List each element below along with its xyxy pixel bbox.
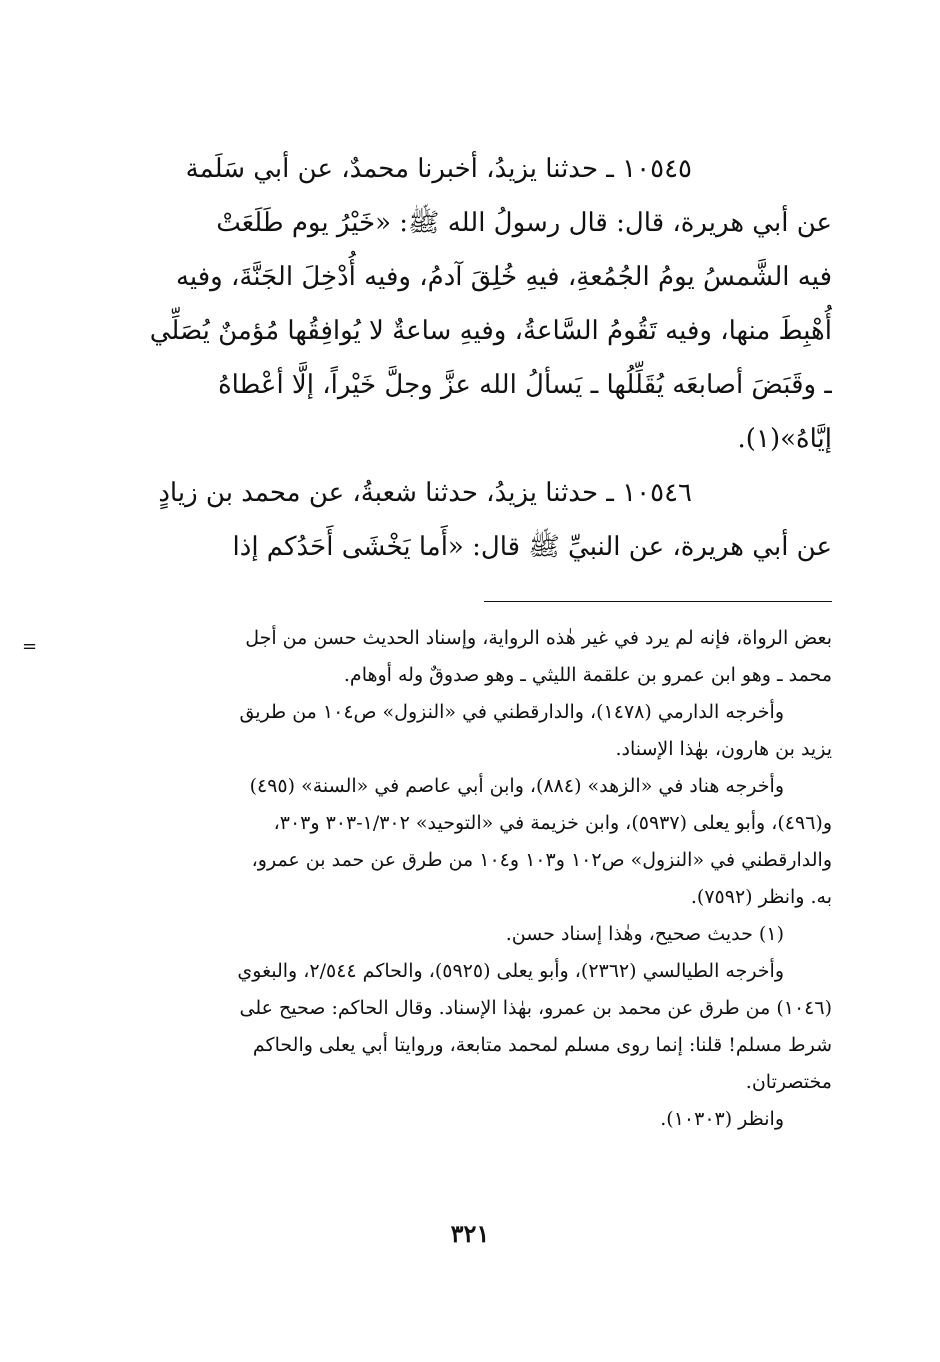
footnote-line: والدارقطني في «النزول» ص١٠٢ و١٠٣ و١٠٤ من طرق عن حمد بن عمرو، [251, 849, 832, 871]
hadith-10545-line: عن أبي هريرة، قال: قال رسولُ الله ﷺ: «خَيْرُ يوم طَلَعَتْ [216, 208, 832, 238]
footnote-divider [484, 601, 832, 602]
footnote-line: وأخرجه الدارمي (١٤٧٨)، والدارقطني في «النزول» ص١٠٤ من طريق [239, 701, 784, 723]
hadith-10545-line: إيَّاهُ»(١). [737, 424, 832, 454]
footnote-line: بعض الرواة، فإنه لم يرد في غير هٰذه الرواية، وإسناد الحديث حسن من أجل [245, 627, 832, 649]
footnote-line: شرط مسلم! قلنا: إنما روى مسلم لمحمد متابعة، وروايتا أبي يعلى والحاكم [252, 1034, 832, 1056]
footnote-line: (١٠٤٦) من طرق عن محمد بن عمرو، بهٰذا الإسناد. وقال الحاكم: صحيح على [239, 997, 832, 1019]
hadith-10545-line: فيه الشَّمسُ يومُ الجُمُعةِ، فيهِ خُلِقَ آدمُ، وفيه أُدْخِلَ الجَنَّةَ، وفيه [175, 262, 832, 292]
footnote-1: (١) حديث صحيح، وهٰذا إسناد حسن. [505, 923, 784, 945]
footnote-line: وأخرجه هناد في «الزهد» (٨٨٤)، وابن أبي عاصم في «السنة» (٤٩٥) [249, 775, 784, 797]
hadith-10546-line: عن أبي هريرة، عن النبيِّ ﷺ قال: «أَما يَخْشَى أَحَدُكم إذا [232, 532, 832, 562]
footnote-line: يزيد بن هارون، بهٰذا الإسناد. [615, 738, 832, 760]
main-text [132, 142, 832, 574]
hadith-10545-line: أُهْبِطَ منها، وفيه تَقُومُ السَّاعةُ، وفيهِ ساعةٌ لا يُوافِقُها مُؤمنٌ يُصَلِّي [149, 316, 832, 346]
hadith-10545-header: ١٠٥٤٥ ـ حدثنا يزيدُ، أخبرنا محمدٌ، عن أبي سَلَمة [185, 154, 692, 184]
footnote-line: و(٤٩٦)، وأبو يعلى (٥٩٣٧)، وابن خزيمة في «التوحيد» ١/٣٠٢-٣٠٣ و٣٠٣، [273, 812, 832, 834]
footnote-line: محمد ـ وهو ابن عمرو بن علقمة الليثي ـ وهو صدوقٌ وله أوهام. [343, 664, 832, 686]
footnote-line: وأخرجه الطيالسي (٢٣٦٢)، وأبو يعلى (٥٩٢٥)، والحاكم ٢/٥٤٤، والبغوي [237, 960, 784, 982]
footnotes [132, 620, 832, 1138]
page-number: ٣٢١ [450, 1219, 490, 1248]
continuation-mark: = [22, 636, 38, 657]
footnote-line: مختصرتان. [745, 1071, 832, 1093]
footnote-line: وانظر (١٠٣٠٣). [660, 1108, 784, 1130]
hadith-10545-line: ـ وقَبَضَ أصابعَه يُقَلِّلُها ـ يَسألُ الله عزَّ وجلَّ خَيْراً، إلَّا أعْطاهُ [218, 370, 832, 400]
hadith-10546-header: ١٠٥٤٦ ـ حدثنا يزيدُ، حدثنا شعبةُ، عن محمد بن زيادٍ [158, 478, 692, 508]
footnote-line: به. وانظر (٧٥٩٢). [690, 886, 832, 908]
